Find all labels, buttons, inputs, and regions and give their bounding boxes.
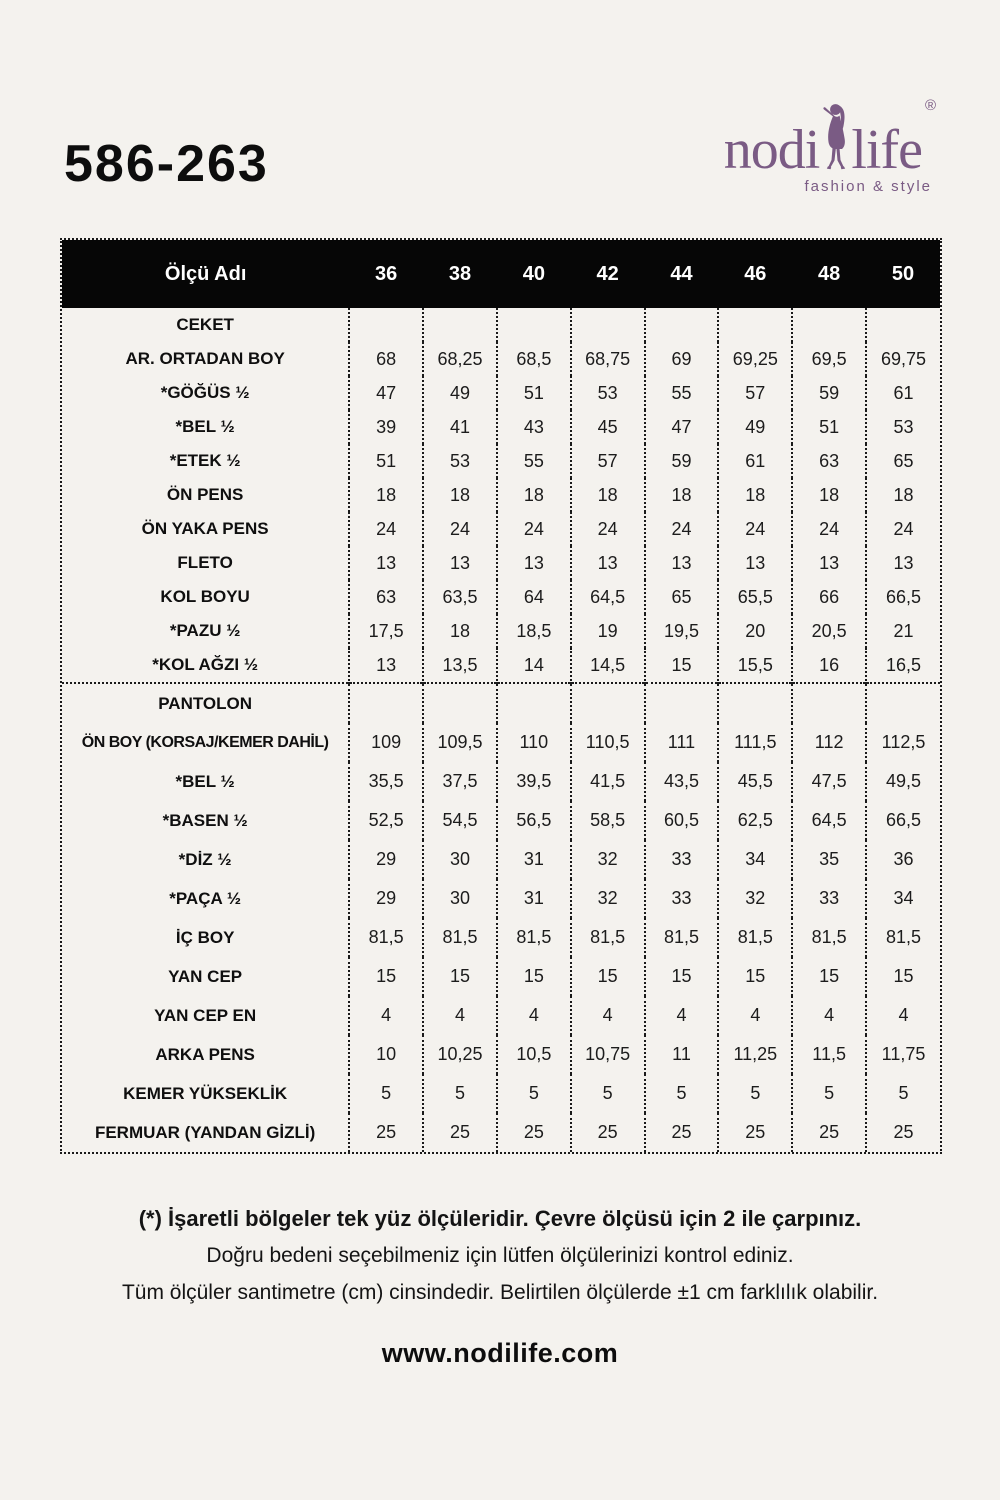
value-cell: 47 (349, 376, 423, 410)
value-cell: 36 (866, 840, 940, 879)
value-cell: 25 (645, 1113, 719, 1152)
value-cell: 19,5 (645, 614, 719, 648)
table-row (62, 478, 940, 512)
value-cell: 51 (349, 444, 423, 478)
value-cell: 66 (792, 580, 866, 614)
value-cell: 11,5 (792, 1035, 866, 1074)
value-cell: 110,5 (571, 723, 645, 762)
value-cell: 29 (349, 879, 423, 918)
table-row (62, 614, 940, 648)
value-cell: 57 (718, 376, 792, 410)
value-cell: 13 (423, 546, 497, 580)
value-cell: 18 (645, 478, 719, 512)
value-cell: 10,25 (423, 1035, 497, 1074)
row-label-cell: YAN CEP EN (154, 1005, 257, 1025)
size-header-cell: 44 (645, 240, 719, 308)
value-cell: 24 (645, 512, 719, 546)
table-row (62, 957, 940, 996)
measure-name-header: Ölçü Adı (62, 240, 349, 308)
value-cell: 25 (718, 1113, 792, 1152)
value-cell: 63 (792, 444, 866, 478)
table-row (62, 580, 940, 614)
value-cell: 45 (571, 410, 645, 444)
value-cell: 13 (349, 648, 423, 683)
value-cell: 13 (571, 546, 645, 580)
product-code: 586-263 (64, 135, 269, 193)
value-cell: 33 (792, 879, 866, 918)
row-label-cell: ARKA PENS (155, 1044, 255, 1064)
size-header-cell: 38 (423, 240, 497, 308)
value-cell: 30 (423, 879, 497, 918)
value-cell: 5 (645, 1074, 719, 1113)
note-line-2: Doğru bedeni seçebilmeniz için lütfen ölçülerinizi kontrol ediniz. (206, 1244, 794, 1267)
value-cell: 24 (497, 512, 571, 546)
value-cell: 32 (571, 879, 645, 918)
value-cell: 16 (792, 648, 866, 683)
value-cell: 111 (645, 723, 719, 762)
value-cell: 68,25 (423, 342, 497, 376)
empty-cell (718, 683, 792, 723)
empty-cell (497, 683, 571, 723)
row-label-cell: *BEL ½ (175, 417, 235, 436)
value-cell: 13 (497, 546, 571, 580)
value-cell: 25 (866, 1113, 940, 1152)
value-cell: 49,5 (866, 762, 940, 801)
brand-logo-row (676, 97, 936, 181)
empty-cell (349, 308, 423, 342)
value-cell: 10,75 (571, 1035, 645, 1074)
value-cell: 34 (718, 840, 792, 879)
value-cell: 49 (423, 376, 497, 410)
value-cell: 14,5 (571, 648, 645, 683)
value-cell: 39 (349, 410, 423, 444)
value-cell: 62,5 (718, 801, 792, 840)
value-cell: 16,5 (866, 648, 940, 683)
value-cell: 68,5 (497, 342, 571, 376)
empty-cell (645, 308, 719, 342)
value-cell: 4 (718, 996, 792, 1035)
value-cell: 15 (645, 957, 719, 996)
value-cell: 55 (497, 444, 571, 478)
value-cell: 13 (792, 546, 866, 580)
table-row (62, 648, 940, 683)
value-cell: 5 (571, 1074, 645, 1113)
value-cell: 4 (792, 996, 866, 1035)
value-cell: 18 (423, 478, 497, 512)
value-cell: 24 (423, 512, 497, 546)
value-cell: 112 (792, 723, 866, 762)
value-cell: 20,5 (792, 614, 866, 648)
section-title-row (62, 308, 940, 342)
value-cell: 52,5 (349, 801, 423, 840)
value-cell: 63,5 (423, 580, 497, 614)
value-cell: 24 (571, 512, 645, 546)
row-label-cell: FLETO (177, 553, 233, 572)
value-cell: 81,5 (571, 918, 645, 957)
empty-cell (866, 308, 940, 342)
table-row (62, 410, 940, 444)
value-cell: 81,5 (349, 918, 423, 957)
value-cell: 109 (349, 723, 423, 762)
value-cell: 11,25 (718, 1035, 792, 1074)
table-row (62, 840, 940, 879)
empty-cell (349, 683, 423, 723)
value-cell: 13 (866, 546, 940, 580)
value-cell: 25 (423, 1113, 497, 1152)
value-cell: 64,5 (571, 580, 645, 614)
empty-cell (423, 683, 497, 723)
value-cell: 4 (349, 996, 423, 1035)
value-cell: 25 (497, 1113, 571, 1152)
value-cell: 5 (423, 1074, 497, 1113)
value-cell: 65 (645, 580, 719, 614)
value-cell: 15 (423, 957, 497, 996)
value-cell: 18 (349, 478, 423, 512)
table-row (62, 801, 940, 840)
value-cell: 4 (423, 996, 497, 1035)
value-cell: 15 (497, 957, 571, 996)
value-cell: 11 (645, 1035, 719, 1074)
size-header-cell: 40 (497, 240, 571, 308)
value-cell: 33 (645, 879, 719, 918)
row-label-cell: ÖN PENS (166, 485, 244, 504)
value-cell: 4 (866, 996, 940, 1035)
value-cell: 4 (645, 996, 719, 1035)
value-cell: 5 (349, 1074, 423, 1113)
value-cell: 41 (423, 410, 497, 444)
value-cell: 56,5 (497, 801, 571, 840)
value-cell: 32 (718, 879, 792, 918)
value-cell: 18 (423, 614, 497, 648)
empty-cell (497, 308, 571, 342)
value-cell: 17,5 (349, 614, 423, 648)
row-label-cell: *BEL ½ (175, 771, 235, 791)
size-table (62, 240, 940, 1152)
value-cell: 13,5 (423, 648, 497, 683)
value-cell: 4 (571, 996, 645, 1035)
value-cell: 81,5 (645, 918, 719, 957)
row-label-cell: *GÖĞÜS ½ (160, 383, 250, 402)
value-cell: 66,5 (866, 580, 940, 614)
value-cell: 112,5 (866, 723, 940, 762)
value-cell: 25 (349, 1113, 423, 1152)
value-cell: 110 (497, 723, 571, 762)
empty-cell (718, 308, 792, 342)
value-cell: 81,5 (497, 918, 571, 957)
value-cell: 81,5 (423, 918, 497, 957)
value-cell: 65 (866, 444, 940, 478)
website-url: www.nodilife.com (381, 1338, 619, 1368)
table-row (62, 918, 940, 957)
value-cell: 5 (497, 1074, 571, 1113)
row-label-cell: *PAÇA ½ (169, 888, 242, 908)
table-row (62, 879, 940, 918)
table-row (62, 762, 940, 801)
value-cell: 13 (645, 546, 719, 580)
value-cell: 45,5 (718, 762, 792, 801)
row-label-cell: *ETEK ½ (169, 451, 241, 470)
value-cell: 15 (349, 957, 423, 996)
section-title: PANTOLON (62, 683, 349, 723)
value-cell: 15 (571, 957, 645, 996)
empty-cell (423, 308, 497, 342)
size-header-cell: 42 (571, 240, 645, 308)
value-cell: 5 (718, 1074, 792, 1113)
value-cell: 18 (571, 478, 645, 512)
brand-word-life: life (851, 119, 922, 181)
table-row (62, 996, 940, 1035)
empty-cell (866, 683, 940, 723)
value-cell: 39,5 (497, 762, 571, 801)
value-cell: 30 (423, 840, 497, 879)
table-section (62, 683, 940, 1152)
value-cell: 4 (497, 996, 571, 1035)
size-header-cell: 48 (792, 240, 866, 308)
row-label-cell: *KOL AĞZI ½ (152, 655, 259, 674)
value-cell: 69 (645, 342, 719, 376)
value-cell: 13 (349, 546, 423, 580)
value-cell: 32 (571, 840, 645, 879)
value-cell: 47 (645, 410, 719, 444)
table-row (62, 376, 940, 410)
section-title-row (62, 683, 940, 723)
empty-cell (571, 683, 645, 723)
value-cell: 64 (497, 580, 571, 614)
value-cell: 60,5 (645, 801, 719, 840)
value-cell: 24 (866, 512, 940, 546)
value-cell: 49 (718, 410, 792, 444)
registered-trademark-icon: ® (924, 97, 936, 114)
table-row (62, 512, 940, 546)
value-cell: 59 (792, 376, 866, 410)
value-cell: 19 (571, 614, 645, 648)
section-title: CEKET (176, 315, 234, 334)
note-line-3: Tüm ölçüler santimetre (cm) cinsindedir. Belirtilen ölçülerde ±1 cm farklılık olabilir. (121, 1281, 879, 1304)
value-cell: 37,5 (423, 762, 497, 801)
value-cell: 81,5 (866, 918, 940, 957)
row-label-cell: *PAZU ½ (169, 621, 241, 640)
value-cell: 15,5 (718, 648, 792, 683)
value-cell: 47,5 (792, 762, 866, 801)
value-cell: 53 (423, 444, 497, 478)
value-cell: 61 (866, 376, 940, 410)
value-cell: 51 (792, 410, 866, 444)
row-label-cell: ÖN BOY (KORSAJ/KEMER DAHİL) (81, 733, 329, 751)
woman-silhouette-icon (820, 102, 854, 175)
row-label-cell: KEMER YÜKSEKLİK (123, 1083, 288, 1103)
row-label-cell: AR. ORTADAN BOY (125, 349, 285, 368)
empty-cell (792, 308, 866, 342)
table-section (62, 308, 940, 683)
value-cell: 31 (497, 879, 571, 918)
value-cell: 55 (645, 376, 719, 410)
value-cell: 64,5 (792, 801, 866, 840)
value-cell: 18 (497, 478, 571, 512)
value-cell: 63 (349, 580, 423, 614)
value-cell: 24 (718, 512, 792, 546)
value-cell: 53 (571, 376, 645, 410)
value-cell: 21 (866, 614, 940, 648)
empty-cell (571, 308, 645, 342)
value-cell: 29 (349, 840, 423, 879)
value-cell: 66,5 (866, 801, 940, 840)
value-cell: 18 (792, 478, 866, 512)
size-header-cell: 46 (718, 240, 792, 308)
value-cell: 25 (571, 1113, 645, 1152)
value-cell: 18 (718, 478, 792, 512)
value-cell: 109,5 (423, 723, 497, 762)
value-cell: 81,5 (718, 918, 792, 957)
value-cell: 69,75 (866, 342, 940, 376)
value-cell: 15 (792, 957, 866, 996)
value-cell: 35,5 (349, 762, 423, 801)
value-cell: 68,75 (571, 342, 645, 376)
value-cell: 43 (497, 410, 571, 444)
row-label-cell: İÇ BOY (175, 927, 235, 947)
value-cell: 5 (866, 1074, 940, 1113)
row-label-cell: KOL BOYU (160, 587, 250, 606)
value-cell: 111,5 (718, 723, 792, 762)
value-cell: 69,25 (718, 342, 792, 376)
table-header-row (62, 240, 940, 308)
value-cell: 54,5 (423, 801, 497, 840)
brand-logo (676, 97, 936, 196)
value-cell: 33 (645, 840, 719, 879)
table-row (62, 444, 940, 478)
size-header-cell: 50 (866, 240, 940, 308)
value-cell: 20 (718, 614, 792, 648)
value-cell: 53 (866, 410, 940, 444)
size-header-cell: 36 (349, 240, 423, 308)
value-cell: 59 (645, 444, 719, 478)
value-cell: 35 (792, 840, 866, 879)
value-cell: 51 (497, 376, 571, 410)
value-cell: 18 (866, 478, 940, 512)
logo-tagline: fashion & style (804, 178, 932, 196)
row-label-cell: *DİZ ½ (178, 849, 232, 869)
value-cell: 15 (645, 648, 719, 683)
value-cell: 15 (718, 957, 792, 996)
row-label-cell: *BASEN ½ (162, 810, 248, 830)
value-cell: 14 (497, 648, 571, 683)
table-row (62, 546, 940, 580)
value-cell: 68 (349, 342, 423, 376)
value-cell: 57 (571, 444, 645, 478)
row-label-cell: FERMUAR (YANDAN GİZLİ) (94, 1122, 316, 1142)
value-cell: 5 (792, 1074, 866, 1113)
value-cell: 25 (792, 1113, 866, 1152)
value-cell: 10,5 (497, 1035, 571, 1074)
value-cell: 58,5 (571, 801, 645, 840)
value-cell: 43,5 (645, 762, 719, 801)
value-cell: 11,75 (866, 1035, 940, 1074)
value-cell: 15 (866, 957, 940, 996)
empty-cell (645, 683, 719, 723)
note-line-1: (*) İşaretli bölgeler tek yüz ölçüleridir. Çevre ölçüsü için 2 ile çarpınız. (138, 1206, 862, 1231)
value-cell: 13 (718, 546, 792, 580)
table-row (62, 342, 940, 376)
empty-cell (792, 683, 866, 723)
row-label-cell: ÖN YAKA PENS (141, 519, 269, 538)
value-cell: 65,5 (718, 580, 792, 614)
value-cell: 10 (349, 1035, 423, 1074)
table-row (62, 1074, 940, 1113)
value-cell: 81,5 (792, 918, 866, 957)
table-row (62, 1113, 940, 1152)
size-table-frame (60, 238, 942, 1154)
value-cell: 34 (866, 879, 940, 918)
notes (0, 1200, 1000, 1311)
value-cell: 61 (718, 444, 792, 478)
table-row (62, 1035, 940, 1074)
table-row (62, 723, 940, 762)
value-cell: 24 (792, 512, 866, 546)
value-cell: 41,5 (571, 762, 645, 801)
row-label-cell: YAN CEP (168, 966, 243, 986)
value-cell: 24 (349, 512, 423, 546)
value-cell: 69,5 (792, 342, 866, 376)
value-cell: 31 (497, 840, 571, 879)
brand-word-nodi: nodi (723, 119, 820, 181)
value-cell: 18,5 (497, 614, 571, 648)
